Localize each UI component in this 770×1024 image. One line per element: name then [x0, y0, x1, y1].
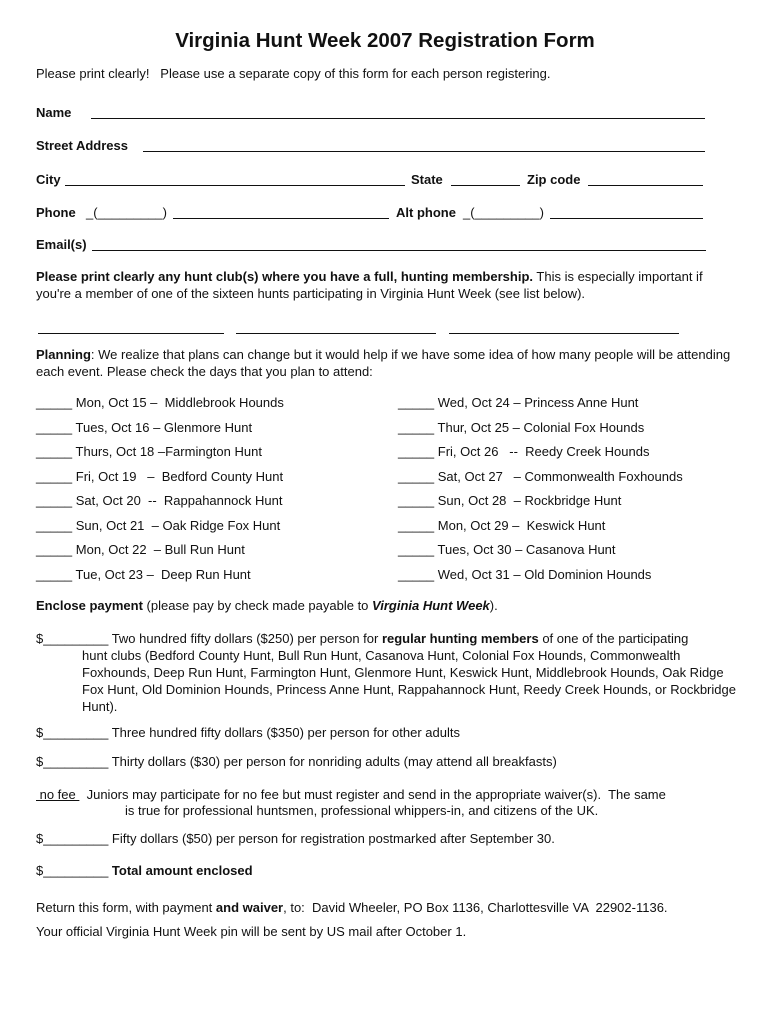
intro-text: Please print clearly! Please use a separate copy of this form for each person registering.: [36, 66, 551, 81]
event-oct-27[interactable]: _____ Sat, Oct 27 – Commonwealth Foxhounds: [398, 469, 683, 484]
planning-text: Planning: We realize that plans can change but it would help if we have some idea of how many people will be attending each event. Please check the days that you plan to attend:: [36, 347, 731, 379]
event-oct-29[interactable]: _____ Mon, Oct 29 – Keswick Hunt: [398, 518, 606, 533]
street-label: Street Address: [36, 138, 128, 153]
event-oct-15[interactable]: _____ Mon, Oct 15 – Middlebrook Hounds: [36, 395, 284, 410]
city-field[interactable]: [65, 174, 405, 186]
pin-note: Your official Virginia Hunt Week pin will be sent by US mail after October 1.: [36, 924, 467, 939]
event-oct-20[interactable]: _____ Sat, Oct 20 -- Rappahannock Hunt: [36, 493, 283, 508]
member-clubs-list: hunt clubs (Bedford County Hunt, Bull Run Hunt, Casanova Hunt, Colonial Fox Hounds, Commonwealth Foxhounds, Deep Run Hunt, Farmington Hunt, Glenmore Hunt, Keswick Hunt, Middlebrook Hounds, Oak Ridge Fox Hunt, Old Dominion Hounds, Princess Anne Hunt, Rappahannock Hunt, Reedy Creek Hounds, or Rockbridge Hunt).: [82, 648, 736, 714]
club-instructions: Please print clearly any hunt club(s) where you have a full, hunting membership. This is especially important if you're a member of one of the sixteen hunts participating in Virginia Hunt Week (see list below).: [36, 269, 703, 301]
alt-phone-field[interactable]: [550, 207, 703, 219]
page-title: Virginia Hunt Week 2007 Registration Form: [175, 29, 595, 52]
event-oct-22[interactable]: _____ Mon, Oct 22 – Bull Run Hunt: [36, 542, 245, 557]
name-label: Name: [36, 105, 72, 120]
event-oct-16[interactable]: _____ Tues, Oct 16 – Glenmore Hunt: [36, 420, 253, 435]
name-field[interactable]: [91, 107, 705, 119]
event-oct-28[interactable]: _____ Sun, Oct 28 – Rockbridge Hunt: [398, 493, 622, 508]
event-oct-18[interactable]: _____ Thurs, Oct 18 –Farmington Hunt: [36, 444, 262, 459]
event-oct-26[interactable]: _____ Fri, Oct 26 -- Reedy Creek Hounds: [398, 444, 650, 459]
nonriding-fee-line[interactable]: $_________ Thirty dollars ($30) per person for nonriding adults (may attend all breakfasts): [36, 754, 557, 769]
zip-label: Zip code: [527, 172, 581, 187]
club-field-3[interactable]: [449, 322, 679, 334]
city-label: City: [36, 172, 61, 187]
phone-area-code[interactable]: _(_________): [86, 205, 167, 220]
alt-phone-area-code[interactable]: _(_________): [463, 205, 544, 220]
payment-heading: Enclose payment (please pay by check made payable to Virginia Hunt Week).: [36, 598, 498, 613]
phone-field[interactable]: [173, 207, 389, 219]
juniors-line-cont: is true for professional huntsmen, professional whippers-in, and citizens of the UK.: [125, 803, 599, 818]
event-oct-21[interactable]: _____ Sun, Oct 21 – Oak Ridge Fox Hunt: [36, 518, 281, 533]
zip-field[interactable]: [588, 174, 703, 186]
club-field-1[interactable]: [38, 322, 224, 334]
phone-label: Phone: [36, 205, 76, 220]
state-field[interactable]: [451, 174, 520, 186]
juniors-line: no fee Juniors may participate for no fee but must register and send in the appropriate waiver(s). The same: [36, 787, 666, 802]
alt-phone-label: Alt phone: [396, 205, 456, 220]
members-fee-line[interactable]: $_________ Two hundred fifty dollars ($250) per person for regular hunting members of one of the participating: [36, 631, 689, 646]
email-field[interactable]: [92, 239, 706, 251]
other-adults-fee-line[interactable]: $_________ Three hundred fifty dollars ($350) per person for other adults: [36, 725, 460, 740]
total-line[interactable]: $_________ Total amount enclosed: [36, 863, 253, 878]
return-address: Return this form, with payment and waiver, to: David Wheeler, PO Box 1136, Charlottesville VA 22902-1136.: [36, 900, 668, 915]
club-field-2[interactable]: [236, 322, 436, 334]
event-oct-25[interactable]: _____ Thur, Oct 25 – Colonial Fox Hounds: [398, 420, 645, 435]
event-oct-19[interactable]: _____ Fri, Oct 19 – Bedford County Hunt: [36, 469, 284, 484]
late-fee-line[interactable]: $_________ Fifty dollars ($50) per person for registration postmarked after September 30.: [36, 831, 555, 846]
event-oct-31[interactable]: _____ Wed, Oct 31 – Old Dominion Hounds: [398, 567, 652, 582]
event-oct-30[interactable]: _____ Tues, Oct 30 – Casanova Hunt: [398, 542, 616, 557]
email-label: Email(s): [36, 237, 87, 252]
street-field[interactable]: [143, 140, 705, 152]
event-oct-24[interactable]: _____ Wed, Oct 24 – Princess Anne Hunt: [398, 395, 639, 410]
event-oct-23[interactable]: _____ Tue, Oct 23 – Deep Run Hunt: [36, 567, 251, 582]
state-label: State: [411, 172, 443, 187]
